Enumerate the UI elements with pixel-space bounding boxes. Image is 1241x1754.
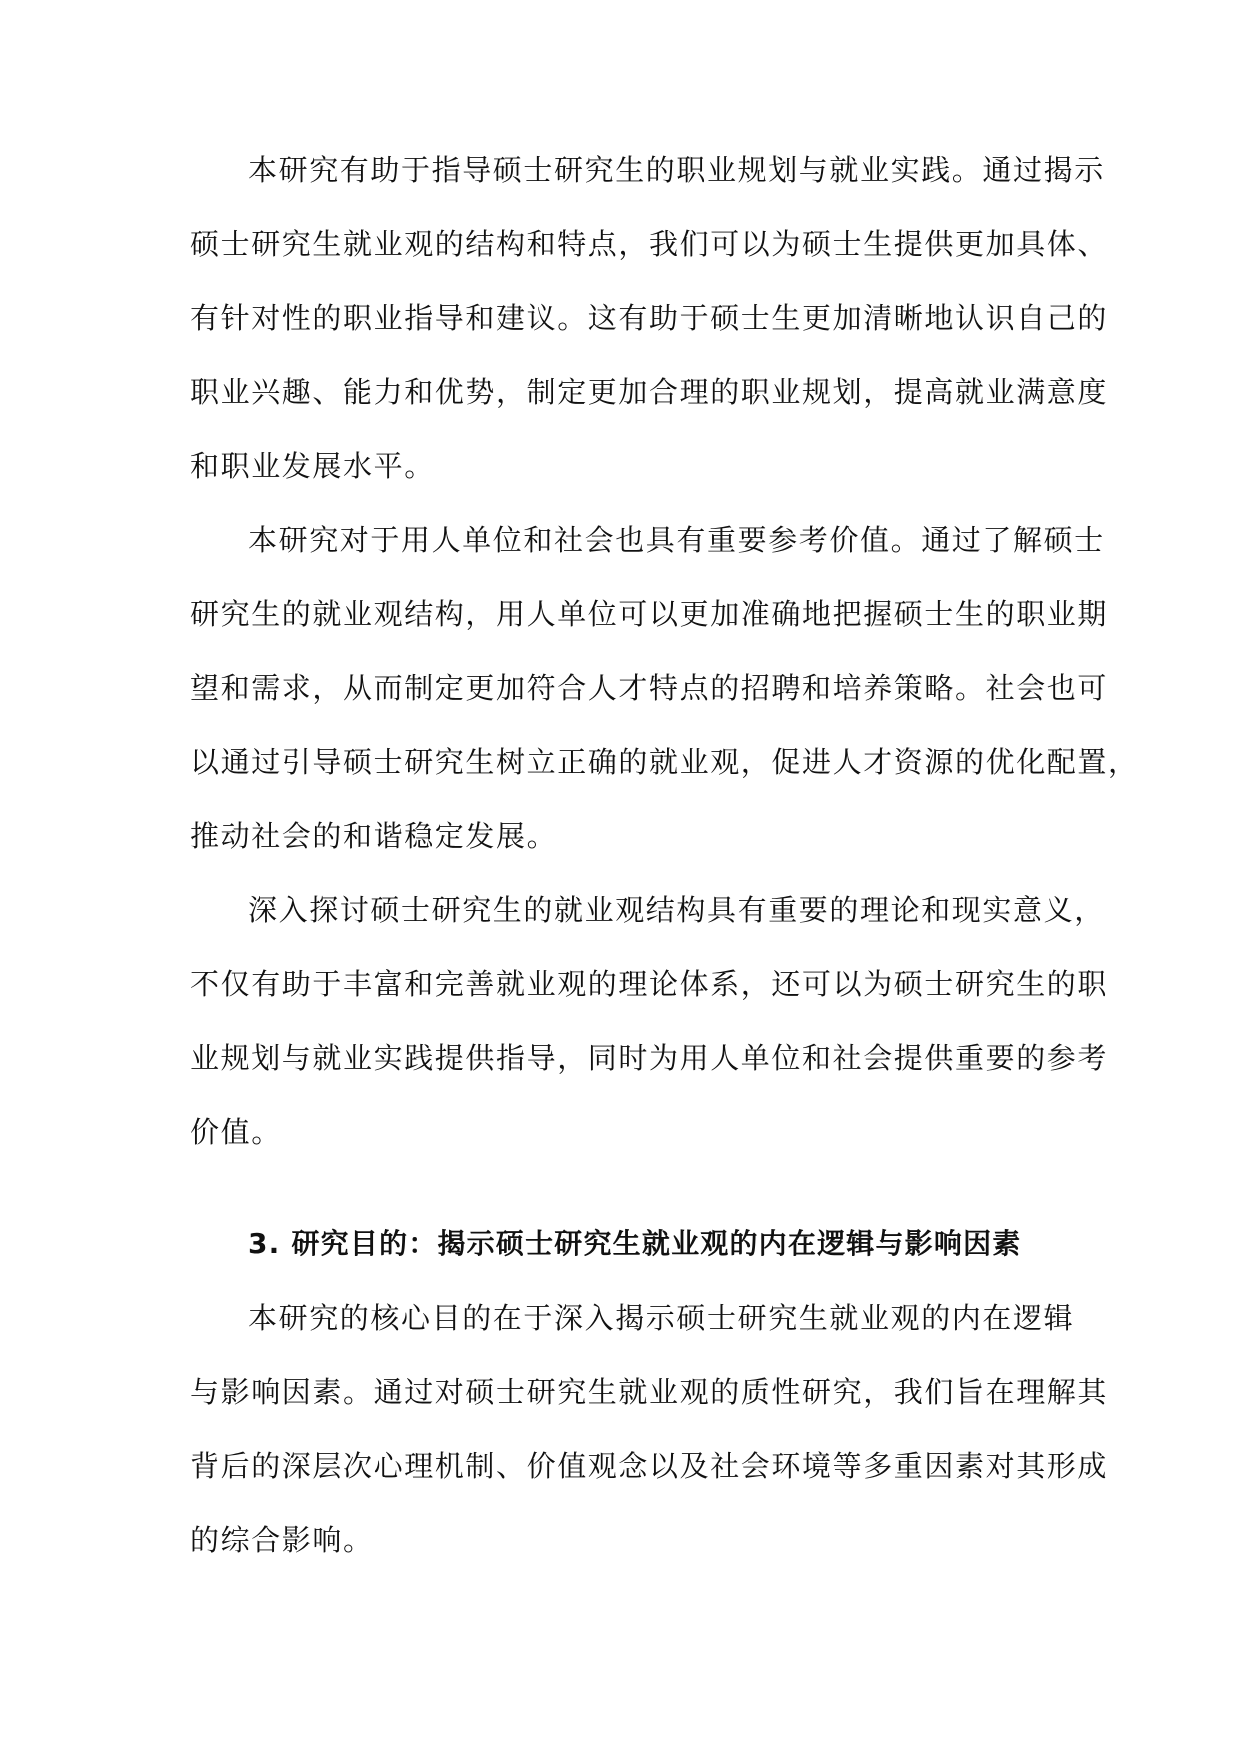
paragraph-line: 本研究的核心目的在于深入揭示硕士研究生就业观的内在逻辑 — [248, 1301, 1075, 1335]
paragraph-line: 的综合影响。 — [190, 1523, 374, 1557]
paragraph-line: 推动社会的和谐稳定发展。 — [190, 819, 558, 853]
paragraph-line: 价值。 — [190, 1115, 282, 1149]
paragraph-line: 背后的深层次心理机制、价值观念以及社会环境等多重因素对其形成 — [190, 1449, 1109, 1483]
paragraph-line: 业规划与就业实践提供指导，同时为用人单位和社会提供重要的参考 — [190, 1041, 1109, 1075]
paragraph-line: 深入探讨硕士研究生的就业观结构具有重要的理论和现实意义， — [248, 893, 1105, 927]
paragraph-line: 硕士研究生就业观的结构和特点，我们可以为硕士生提供更加具体、 — [190, 227, 1109, 261]
paragraph-line: 和职业发展水平。 — [190, 449, 435, 483]
paragraph-line: 研究生的就业观结构，用人单位可以更加准确地把握硕士生的职业期 — [190, 597, 1109, 631]
paragraph-line: 不仅有助于丰富和完善就业观的理论体系，还可以为硕士研究生的职 — [190, 967, 1109, 1001]
section-heading: 3. 研究目的：揭示硕士研究生就业观的内在逻辑与影响因素 — [248, 1227, 1022, 1260]
paragraph-line: 职业兴趣、能力和优势，制定更加合理的职业规划，提高就业满意度 — [190, 375, 1109, 409]
paragraph-line: 本研究有助于指导硕士研究生的职业规划与就业实践。通过揭示 — [248, 153, 1105, 187]
paragraph-line: 望和需求，从而制定更加符合人才特点的招聘和培养策略。社会也可 — [190, 671, 1109, 705]
paragraph-line: 以通过引导硕士研究生树立正确的就业观，促进人才资源的优化配置， — [190, 745, 1139, 779]
paragraph-line: 有针对性的职业指导和建议。这有助于硕士生更加清晰地认识自己的 — [190, 301, 1109, 335]
paragraph-line: 与影响因素。通过对硕士研究生就业观的质性研究，我们旨在理解其 — [190, 1375, 1109, 1409]
paragraph-line: 本研究对于用人单位和社会也具有重要参考价值。通过了解硕士 — [248, 523, 1105, 557]
